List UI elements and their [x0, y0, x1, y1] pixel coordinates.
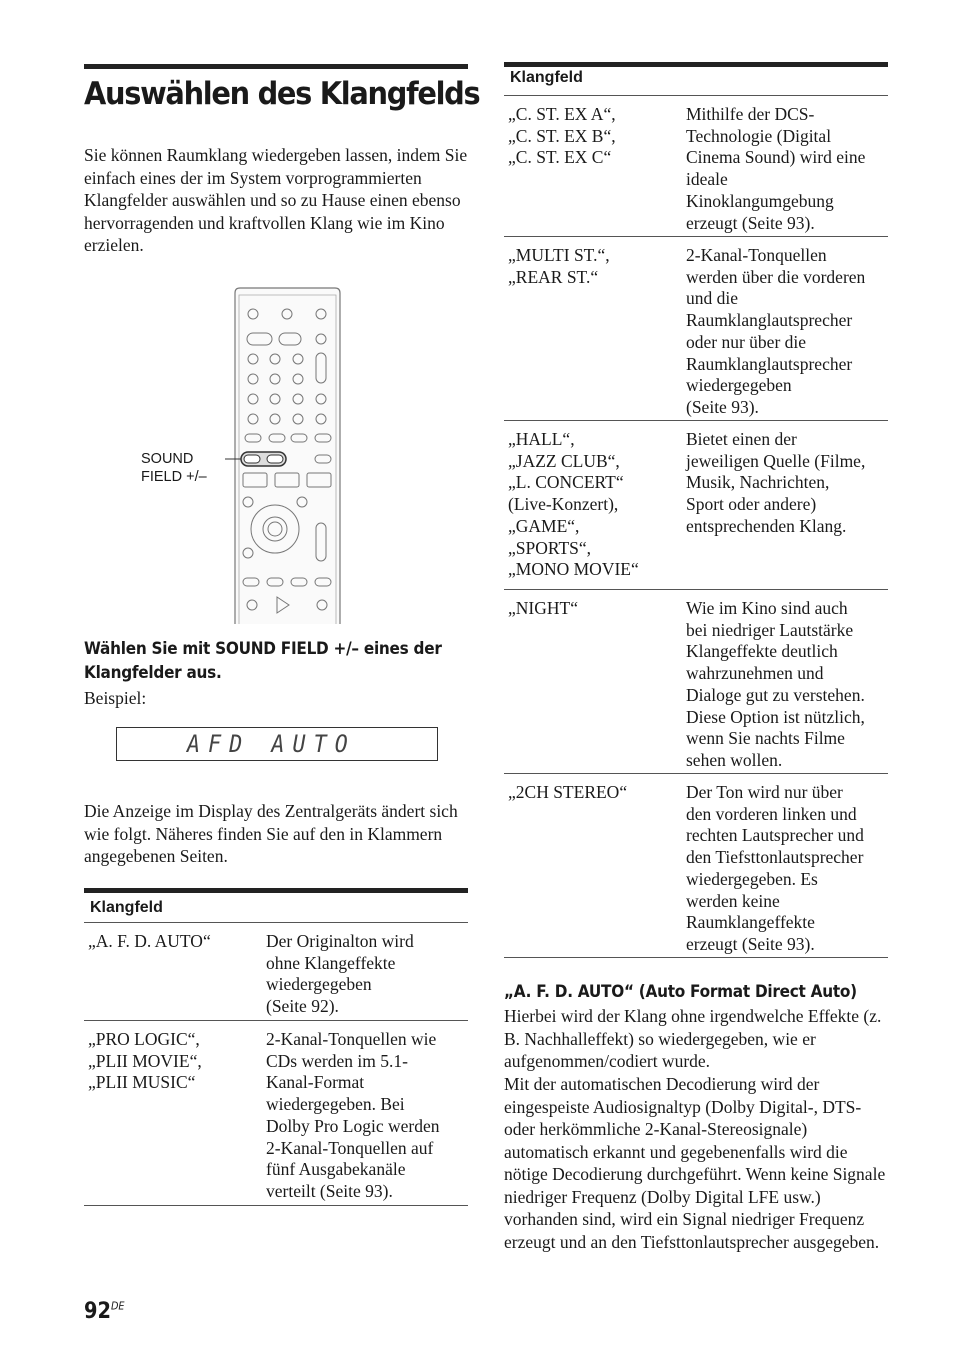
field-description: 2-Kanal-Tonquellen werden über die vorderen und die Raumklanglautsprecher oder nur über die Raumklanglautsprecher wiedergegeben (Seite 93). — [686, 245, 866, 417]
field-description: Der Originalton wird ohne Klangeffekte wiedergegeben (Seite 92). — [266, 931, 414, 1017]
sound-field-callout: SOUND FIELD +/– — [141, 451, 207, 485]
field-name: „2CH STEREO“ — [508, 782, 628, 802]
afd-paragraph-1: Hierbei wird der Klang ohne irgendwelche Effekte (z. B. Nachhalleffekt) so wiedergegeben, wie er aufgenommen/codiert wurde. — [504, 1006, 882, 1071]
sound-field-table-left — [84, 893, 468, 1206]
field-name: „NIGHT“ — [508, 598, 578, 618]
step-heading: Wählen Sie mit SOUND FIELD +/– eines der Klangfelder aus. — [84, 639, 442, 683]
table-row — [504, 237, 888, 421]
page-number: 92DE — [84, 1299, 125, 1324]
remote-control-illustration — [225, 287, 350, 624]
table-row — [84, 923, 468, 1021]
display-text: AFD AUTO — [187, 730, 356, 758]
table-row — [504, 96, 888, 237]
example-label: Beispiel: — [84, 688, 147, 708]
title-rule — [84, 64, 468, 69]
sound-field-table-right — [504, 67, 888, 958]
field-description: 2-Kanal-Tonquellen wie CDs werden im 5.1- Kanal-Format wiedergegeben. Bei Dolby Pro Logic werden 2-Kanal-Tonquellen auf fünf Ausgabekanäle verteilt (Seite 93). — [266, 1029, 440, 1201]
front-panel-display — [116, 727, 438, 761]
field-name: „MULTI ST.“, „REAR ST.“ — [508, 245, 610, 287]
field-name: „HALL“, „JAZZ CLUB“, „L. CONCERT“ (Live-Konzert), „GAME“, „SPORTS“, „MONO MOVIE“ — [508, 429, 639, 580]
table-row — [504, 590, 888, 774]
field-name: „A. F. D. AUTO“ — [88, 931, 211, 951]
table-row — [504, 774, 888, 958]
table-header: Klangfeld — [504, 67, 888, 96]
field-name: „C. ST. EX A“, „C. ST. EX B“, „C. ST. EX C“ — [508, 104, 616, 168]
table-row — [504, 421, 888, 590]
afd-paragraph-2: Mit der automatischen Decodierung wird der eingespeiste Audiosignaltyp (Dolby Digital-, DTS- oder herkömmliche 2-Kanal-Stereosignale) automatisch erkannt und gegebenenfalls wird die nötige Decodierung durchgeführt. Wenn keine Signale niedriger Frequenz (Dolby Digital LFE usw.) vorhanden sind, wird ein Signal niedriger Frequenz erzeugt und an den Tiefsttonlautsprecher ausgegeben. — [504, 1074, 886, 1252]
display-note: Die Anzeige im Display des Zentralgeräts ändert sich wie folgt. Näheres finden Sie auf den in Klammern angegebenen Seiten. — [84, 801, 458, 866]
field-description: Der Ton wird nur über den vorderen linken und rechten Lautsprecher und den Tiefsttonlautsprecher wiedergegeben. Es werden keine Raumklangeffekte erzeugt (Seite 93). — [686, 782, 864, 954]
field-description: Wie im Kino sind auch bei niedriger Lautstärke Klangeffekte deutlich wahrzunehmen und Dialoge gut zu verstehen. Diese Option ist nützlich, wenn Sie nachts Filme sehen wollen. — [686, 598, 865, 770]
table-row — [84, 1021, 468, 1206]
page-title: Auswählen des Klangfelds — [84, 76, 480, 112]
intro-paragraph: Sie können Raumklang wiedergeben lassen, indem Sie einfach eines der im System vorprogrammierten Klangfelder auswählen und so zu Hause einen ebenso hervorragenden und kraftvollen Klang wie im Kino erzielen. — [84, 145, 468, 255]
table-header: Klangfeld — [84, 893, 468, 923]
field-name: „PRO LOGIC“, „PLII MOVIE“, „PLII MUSIC“ — [88, 1029, 202, 1093]
page-suffix: DE — [110, 1299, 125, 1313]
field-description: Bietet einen der jeweiligen Quelle (Filme, Musik, Nachrichten, Sport oder andere) entsprechenden Klang. — [686, 429, 866, 536]
afd-heading: „A. F. D. AUTO“ (Auto Format Direct Auto) — [504, 982, 857, 1002]
field-description: Mithilfe der DCS- Technologie (Digital Cinema Sound) wird eine ideale Kinoklangumgebung erzeugt (Seite 93). — [686, 104, 866, 233]
